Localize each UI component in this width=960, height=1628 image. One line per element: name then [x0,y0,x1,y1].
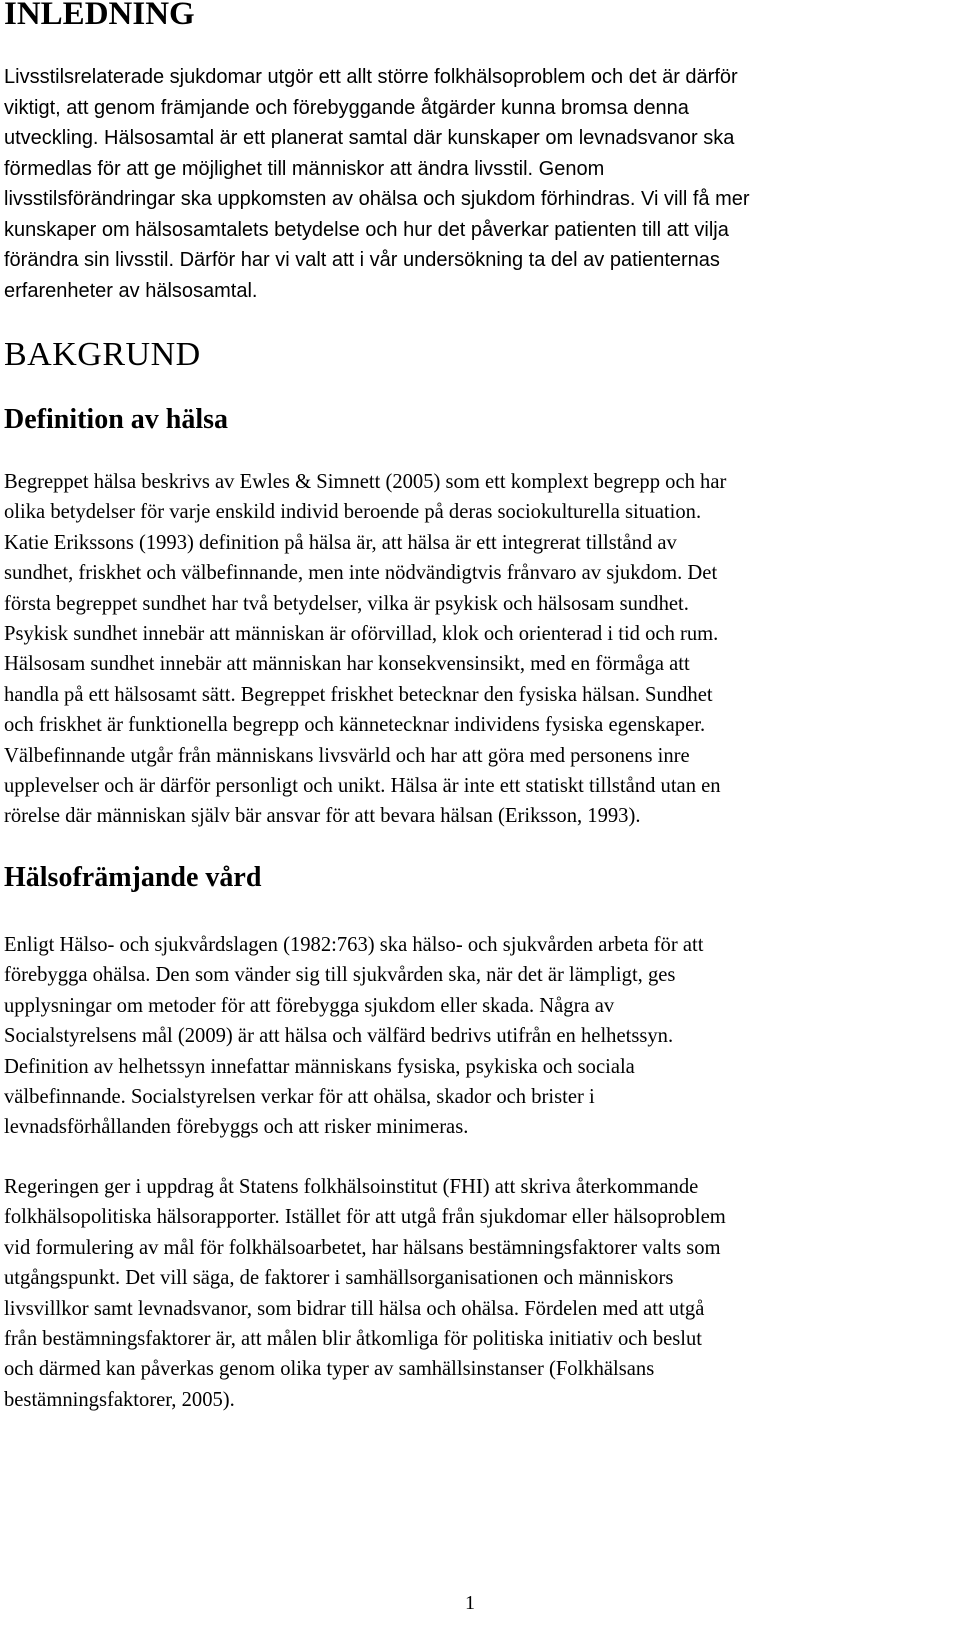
text-line: rörelse där människan själv bär ansvar för att bevara hälsan (Eriksson, 1993). [4,805,641,828]
text-line: och friskhet är funktionella begrepp och kännetecknar individens fysiska egenskaper. [4,714,706,737]
text-line: förmedlas för att ge möjlighet till människor att ändra livsstil. Genom [4,157,605,180]
text-line: livsvillkor samt levnadsvanor, som bidrar till hälsa och ohälsa. Fördelen med att utgå [4,1297,705,1320]
text-line: Livsstilsrelaterade sjukdomar utgör ett allt större folkhälsoproblem och det är därför [4,66,738,88]
text-line: från bestämningsfaktorer är, att målen blir åtkomliga för politiska initiativ och beslut [4,1328,703,1351]
text-line: handla på ett hälsosamt sätt. Begreppet friskhet betecknar den fysiska hälsan. Sundhet [4,683,713,706]
text-line: utveckling. Hälsosamtal är ett planerat samtal där kunskaper om levnadsvanor ska [4,127,735,149]
text-line: första begreppet sundhet har två betydelser, vilka är psykisk och hälsosam sundhet. [4,592,689,615]
text-line: Enligt Hälso- och sjukvårdslagen (1982:763) ska hälso- och sjukvården arbeta för att [4,934,704,956]
text-line: erfarenheter av hälsosamtal. [4,279,258,302]
text-line: Begreppet hälsa beskrivs av Ewles & Simnett (2005) som ett komplext begrepp och har [4,471,727,493]
text-line: olika betydelser för varje enskild individ beroende på deras sociokulturella situation. [4,501,702,524]
text-line: sundhet, friskhet och välbefinnande, men inte nödvändigtvis frånvaro av sjukdom. Det [4,562,718,585]
text-line: utgångspunkt. Det vill säga, de faktorer i samhällsorganisationen och människors [4,1267,674,1290]
text-line: folkhälsopolitiska hälsorapporter. Istället för att utgå från sjukdomar eller hälsoproblem [4,1206,726,1229]
regeringen-paragraph [4,1172,944,1415]
text-line: levnadsförhållanden förebyggs och att risker minimeras. [4,1116,469,1139]
heading-halsoframjande-vard: Hälsofrämjande vård [4,862,262,893]
heading-definition-av-halsa: Definition av hälsa [4,404,229,435]
text-line: förebygga ohälsa. Den som vänder sig till sjukvården ska, när det är lämpligt, ges [4,964,676,987]
text-line: Socialstyrelsens mål (2009) är att hälsa och välfärd bedrivs utifrån en helhetssyn. [4,1025,674,1048]
text-line: kunskaper om hälsosamtalets betydelse och hur det påverkar patienten till att vilja [4,218,729,241]
page-number: 1 [465,1592,475,1614]
text-line: Välbefinnande utgår från människans livsvärld och har att göra med personens inre [4,744,690,767]
text-line: Definition av helhetssyn innefattar människans fysiska, psykiska och sociala [4,1055,635,1078]
text-line: Hälsosam sundhet innebär att människan har konsekvensinsikt, med en förmåga att [4,653,690,676]
text-line: välbefinnande. Socialstyrelsen verkar för att ohälsa, skador och brister i [4,1086,595,1109]
text-line: Katie Erikssons (1993) definition på hälsa är, att hälsa är ett integrerat tillstånd av [4,531,677,554]
heading-bakgrund: BAKGRUND [4,336,201,373]
text-line: och därmed kan påverkas genom olika typer av samhällsinstanser (Folkhälsans [4,1358,655,1381]
definition-paragraph [4,467,944,832]
text-line: upplevelser och är därför personligt och unikt. Hälsa är inte ett statiskt tillstånd utan en [4,775,721,798]
text-line: bestämningsfaktorer, 2005). [4,1388,235,1411]
text-line: livsstilsförändringar ska uppkomsten av ohälsa och sjukdom förhindras. Vi vill få mer [4,188,750,210]
text-line: förändra sin livsstil. Därför har vi valt att i vår undersökning ta del av patienternas [4,249,720,271]
text-line: upplysningar om metoder för att förebygga sjukdom eller skada. Några av [4,994,615,1017]
text-line: vid formulering av mål för folkhälsoarbetet, har hälsans bestämningsfaktorer valts som [4,1236,721,1259]
text-line: Regeringen ger i uppdrag åt Statens folkhälsoinstitut (FHI) att skriva återkommande [4,1176,699,1198]
halsoframjande-paragraph [4,930,944,1143]
text-line: Psykisk sundhet innebär att människan är oförvillad, klok och orienterad i tid och rum. [4,623,719,646]
text-line: viktigt, att genom främjande och förebyggande åtgärder kunna bromsa denna [4,96,689,119]
heading-inledning: INLEDNING [4,0,195,32]
inledning-paragraph [4,62,944,306]
